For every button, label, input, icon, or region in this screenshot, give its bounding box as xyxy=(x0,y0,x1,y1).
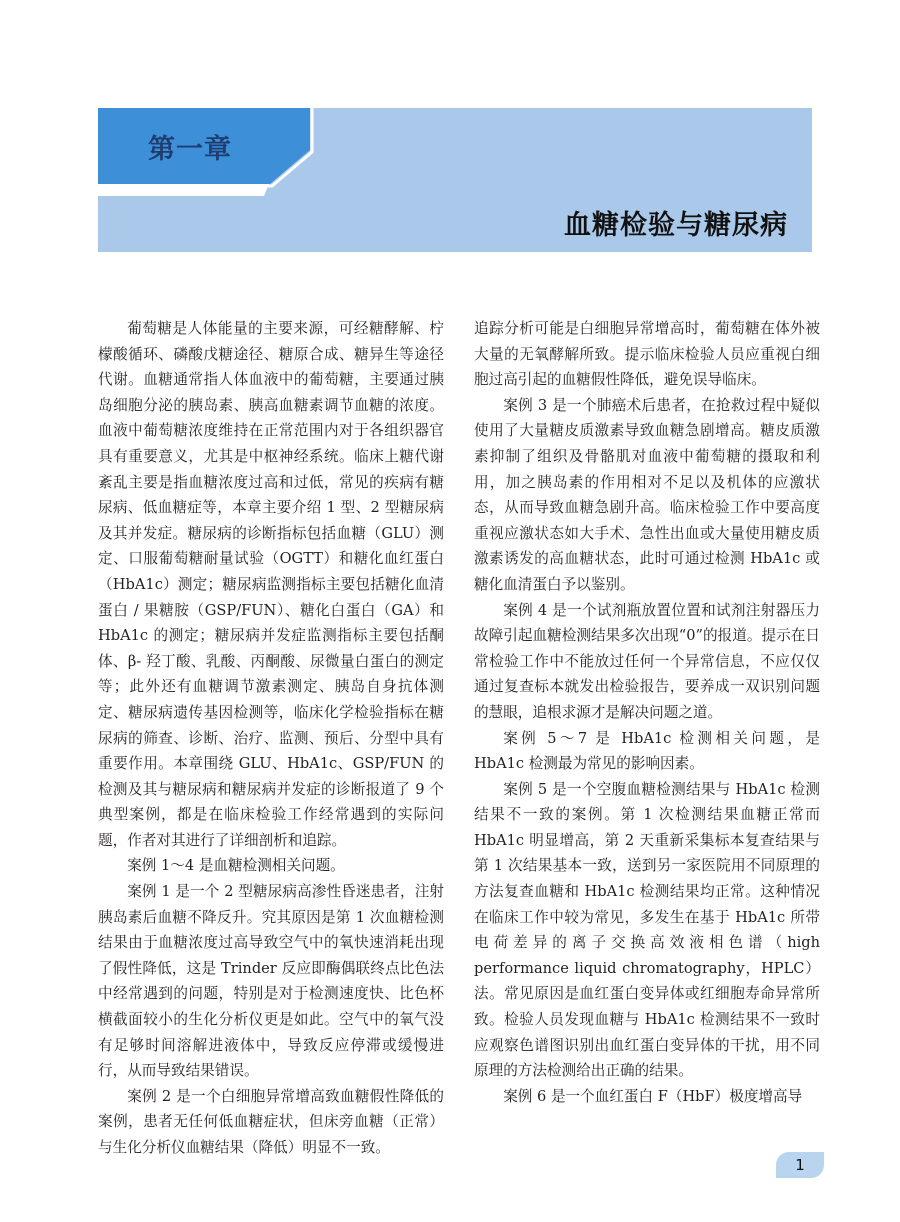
paragraph: 案例 1 是一个 2 型糖尿病高渗性昏迷患者，注射胰岛素后血糖不降反升。究其原因是第 1 次血糖检测结果由于血糖浓度过高导致空气中的氧快速消耗出现了假性降低，这是 Trinder 反应即酶偶联终点比色法中经常遇到的问题，特别是对于检测速度快、比色杯横截面较小的生化分析仪更是如此。空气中的氧气没有足够时间溶解进液体中，导致反应停滞或缓慢进行，从而导致结果错误。 xyxy=(98,883,444,1080)
paragraph: 案例 5 是一个空腹血糖检测结果与 HbA1c 检测结果不一致的案例。第 1 次检测结果血糖正常而 HbA1c 明显增高，第 2 天重新采集标本复查结果与第 1 次结果基本一致，送到另一家医院用不同原理的方法复查血糖和 HbA1c 检测结果均正常。这种情况在临床工作中较为常见，多发生在基于 HbA1c 所带电荷差异的离子交换高效液相色谱（high performance liquid chromatography，HPLC）法。常见原因是血红蛋白变异体或红细胞寿命异常所致。检验人员发现血糖与 HbA1c 检测结果不一致时应观察色谱图识别出血红蛋白变异体的干扰，用不同原理的方法检测给出正确的结果。 xyxy=(474,780,820,1080)
page-number: 1 xyxy=(776,1152,824,1178)
paragraph-continuation: 追踪分析可能是白细胞异常增高时，葡萄糖在体外被大量的无氧酵解所致。提示临床检验人员应重视白细胞过高引起的血糖假性降低，避免误导临床。 xyxy=(474,320,820,389)
paragraph: 案例 4 是一个试剂瓶放置位置和试剂注射器压力故障引起血糖检测结果多次出现“0”的报道。提示在日常检验工作中不能放过任何一个异常信息，不应仅仅通过复查标本就发出检验报告，要养成一双识别问题的慧眼，追根求源才是解决问题之道。 xyxy=(474,601,820,721)
paragraph: 案例 3 是一个肺癌术后患者，在抢救过程中疑似使用了大量糖皮质激素导致血糖急剧增高。糖皮质激素抑制了组织及骨骼肌对血液中葡萄糖的摄取和利用，加之胰岛素的作用相对不足以及机体的应激状态，从而导致血糖急剧升高。临床检验工作中要高度重视应激状态如大手术、急性出血或大量使用糖皮质激素诱发的高血糖状态，此时可通过检测 HbA1c 或糖化血清蛋白予以鉴别。 xyxy=(474,396,820,593)
right-column xyxy=(474,316,820,1109)
paragraph: 案例 5～7 是 HbA1c 检测相关问题，是 HbA1c 检测最为常见的影响因素。 xyxy=(474,729,820,773)
chapter-banner xyxy=(0,0,900,260)
chapter-title: 血糖检验与糖尿病 xyxy=(564,210,788,241)
chapter-number: 第一章 xyxy=(148,134,232,165)
paragraph: 案例 2 是一个白细胞异常增高致血糖假性降低的案例，患者无任何低血糖症状，但床旁血糖（正常）与生化分析仪血糖结果（降低）明显不一致。 xyxy=(98,1087,444,1156)
left-column xyxy=(98,316,444,1161)
paragraph: 葡萄糖是人体能量的主要来源，可经糖酵解、柠檬酸循环、磷酸戊糖途径、糖原合成、糖异生等途径代谢。血糖通常指人体血液中的葡萄糖，主要通过胰岛细胞分泌的胰岛素、胰高血糖素调节血糖的浓度。血液中葡萄糖浓度维持在正常范围内对于各组织器官具有重要意义，尤其是中枢神经系统。临床上糖代谢紊乱主要是指血糖浓度过高和过低，常见的疾病有糖尿病、低血糖症等，本章主要介绍 1 型、2 型糖尿病及其并发症。糖尿病的诊断指标包括血糖（GLU）测定、口服葡萄糖耐量试验（OGTT）和糖化血红蛋白（HbA1c）测定；糖尿病监测指标主要包括糖化血清蛋白 / 果糖胺（GSP/FUN）、糖化白蛋白（GA）和 HbA1c 的测定；糖尿病并发症监测指标主要包括酮体、β- 羟丁酸、乳酸、丙酮酸、尿微量白蛋白的测定等；此外还有血糖调节激素测定、胰岛自身抗体测定、糖尿病遗传基因检测等，临床化学检验指标在糖尿病的筛查、诊断、治疗、监测、预后、分型中具有重要作用。本章围绕 GLU、HbA1c、GSP/FUN 的检测及其与糖尿病和糖尿病并发症的诊断报道了 9 个典型案例，都是在临床检验工作经常遇到的实际问题，作者对其进行了详细剖析和追踪。 xyxy=(98,320,444,849)
paragraph: 案例 6 是一个血红蛋白 F（HbF）极度增高导 xyxy=(503,1087,803,1105)
paragraph: 案例 1～4 是血糖检测相关问题。 xyxy=(127,857,345,875)
